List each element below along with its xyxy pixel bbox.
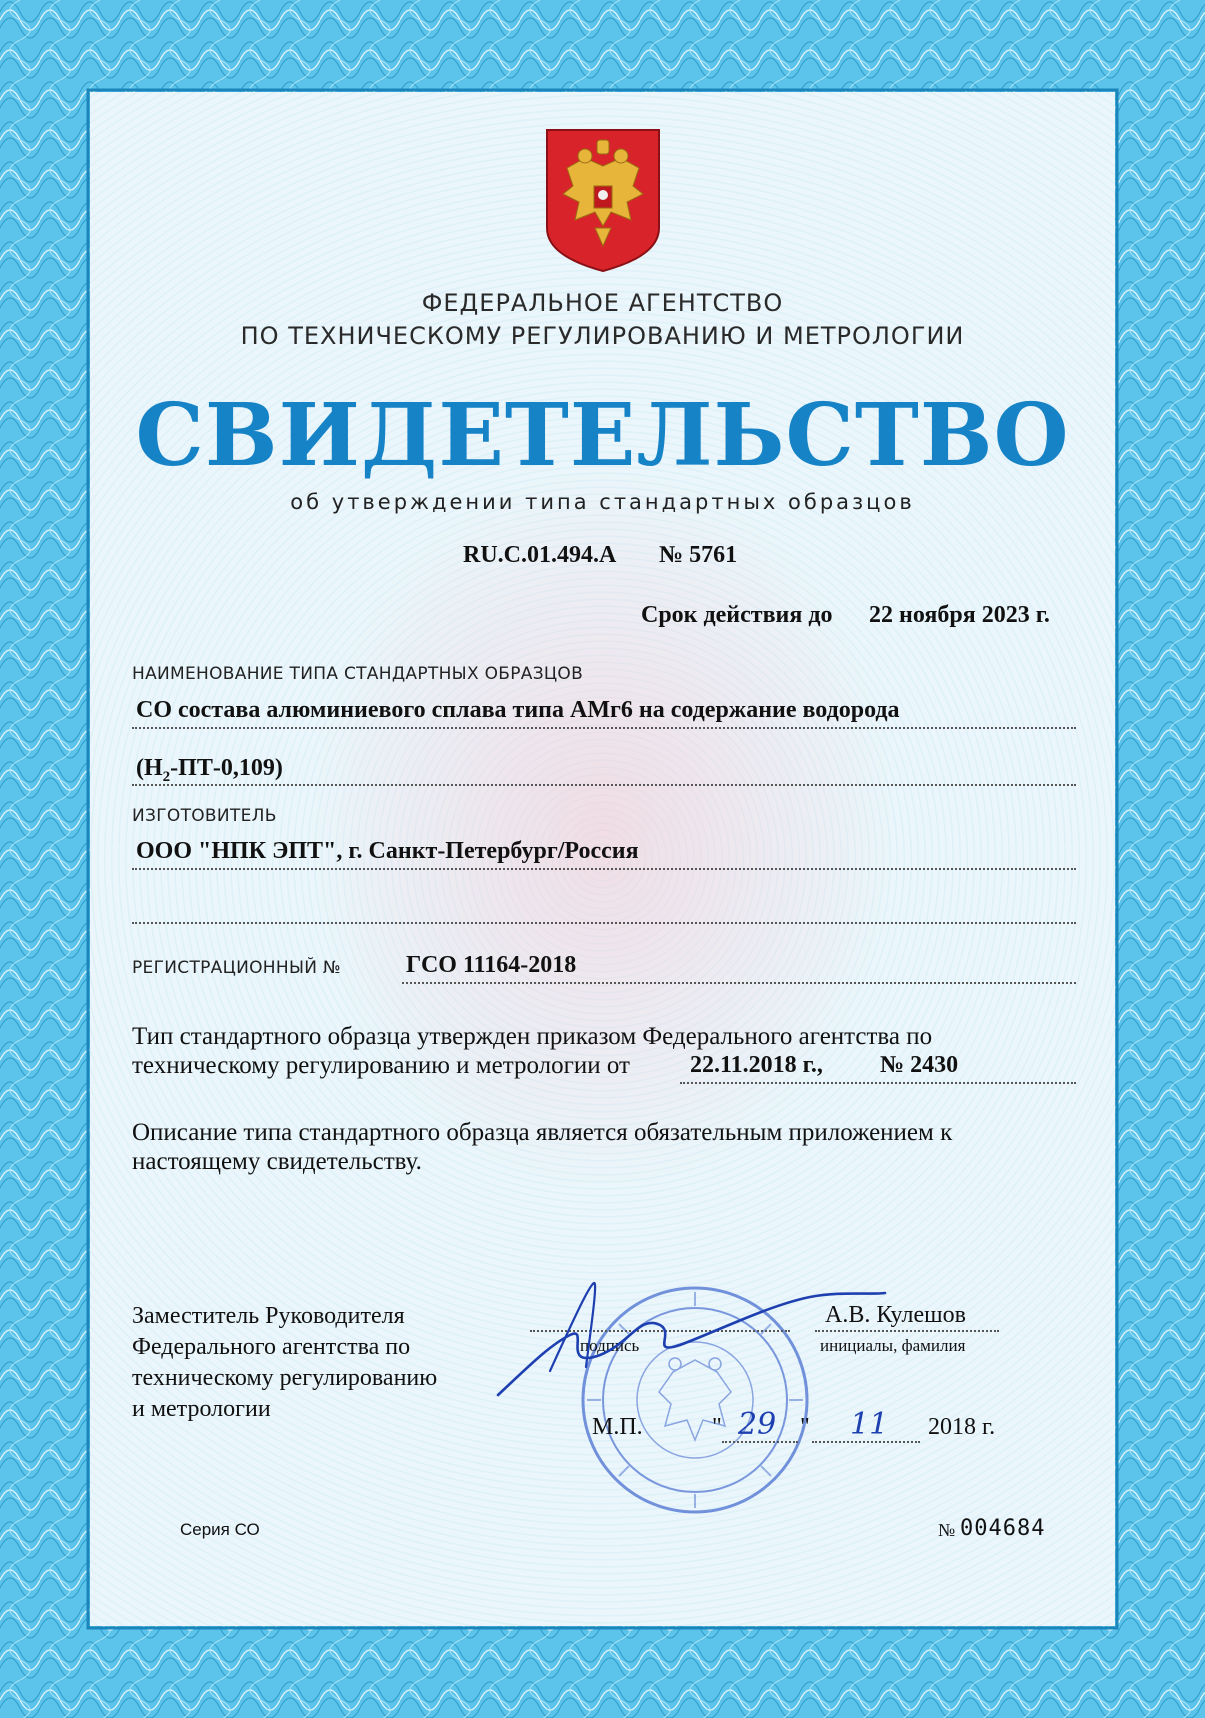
certificate-code: RU.C.01.494.A: [463, 542, 617, 568]
signatory-line3: техническому регулированию: [132, 1365, 438, 1391]
signatory-line2: Федерального агентства по: [132, 1334, 411, 1360]
manufacturer-value: ООО "НПК ЭПТ", г. Санкт-Петербург/Россия: [136, 838, 639, 864]
type-name-line2-suffix: -ПТ-0,109): [170, 755, 283, 781]
dotted-line: [132, 922, 1076, 924]
dotted-line: [132, 868, 1076, 870]
type-name-line2-prefix: (H: [136, 755, 163, 781]
signature-month: 11: [850, 1407, 889, 1442]
agency-name-line2: ПО ТЕХНИЧЕСКОМУ РЕГУЛИРОВАНИЮ И МЕТРОЛОГИИ: [240, 322, 965, 350]
validity-label: Срок действия до: [641, 602, 833, 628]
document-subtitle: об утверждении типа стандартных образцов: [290, 490, 915, 514]
signatory-name: А.В. Кулешов: [825, 1302, 966, 1328]
form-number: 004684: [960, 1516, 1046, 1541]
dotted-line: [680, 1082, 1076, 1084]
certificate-number: № 5761: [659, 542, 738, 568]
dotted-line: [132, 784, 1076, 786]
agency-name-line1: ФЕДЕРАЛЬНОЕ АГЕНТСТВО: [421, 289, 784, 317]
type-name-label: НАИМЕНОВАНИЕ ТИПА СТАНДАРТНЫХ ОБРАЗЦОВ: [132, 664, 584, 684]
signatory-line4: и метрологии: [132, 1396, 271, 1422]
handwritten-signature: [490, 1275, 890, 1415]
series-label: Серия СО: [180, 1520, 260, 1539]
type-name-line2: [136, 755, 283, 786]
type-name-line1: СО состава алюминиевого сплава типа АМг6 на содержание водорода: [136, 697, 900, 723]
manufacturer-label: ИЗГОТОВИТЕЛЬ: [132, 806, 277, 826]
signatory-line1: Заместитель Руководителя: [132, 1303, 405, 1329]
description-line1: Описание типа стандартного образца является обязательным приложением к: [132, 1119, 953, 1146]
document-title: СВИДЕТЕЛЬСТВО: [135, 385, 1070, 486]
signature-day: 29: [738, 1407, 777, 1442]
registration-label: РЕГИСТРАЦИОННЫЙ №: [132, 958, 341, 978]
date-close-quote: ": [800, 1414, 810, 1440]
signature-caption: подпись: [580, 1336, 640, 1355]
date-open-quote: ": [712, 1414, 722, 1440]
registration-value: ГСО 11164-2018: [406, 952, 577, 978]
dotted-line: [402, 982, 1076, 984]
dotted-line: [132, 727, 1076, 729]
order-line1: Тип стандартного образца утвержден приказом Федерального агентства по: [132, 1023, 933, 1050]
signature-year: 2018 г.: [928, 1414, 996, 1440]
type-name-line2-subscript: 2: [162, 768, 171, 785]
name-caption: инициалы, фамилия: [820, 1336, 966, 1355]
validity-date: 22 ноября 2023 г.: [869, 602, 1050, 628]
order-number: № 2430: [880, 1052, 959, 1078]
coat-of-arms-icon: [545, 128, 661, 273]
order-line2-prefix: техническому регулированию и метрологии от: [132, 1052, 630, 1079]
seal-label: М.П.: [592, 1414, 643, 1440]
signatory-title: [132, 1301, 437, 1425]
order-date: 22.11.2018 г.,: [690, 1052, 823, 1078]
form-number-label: №: [938, 1520, 956, 1540]
description-line2: настоящему свидетельству.: [132, 1148, 422, 1175]
